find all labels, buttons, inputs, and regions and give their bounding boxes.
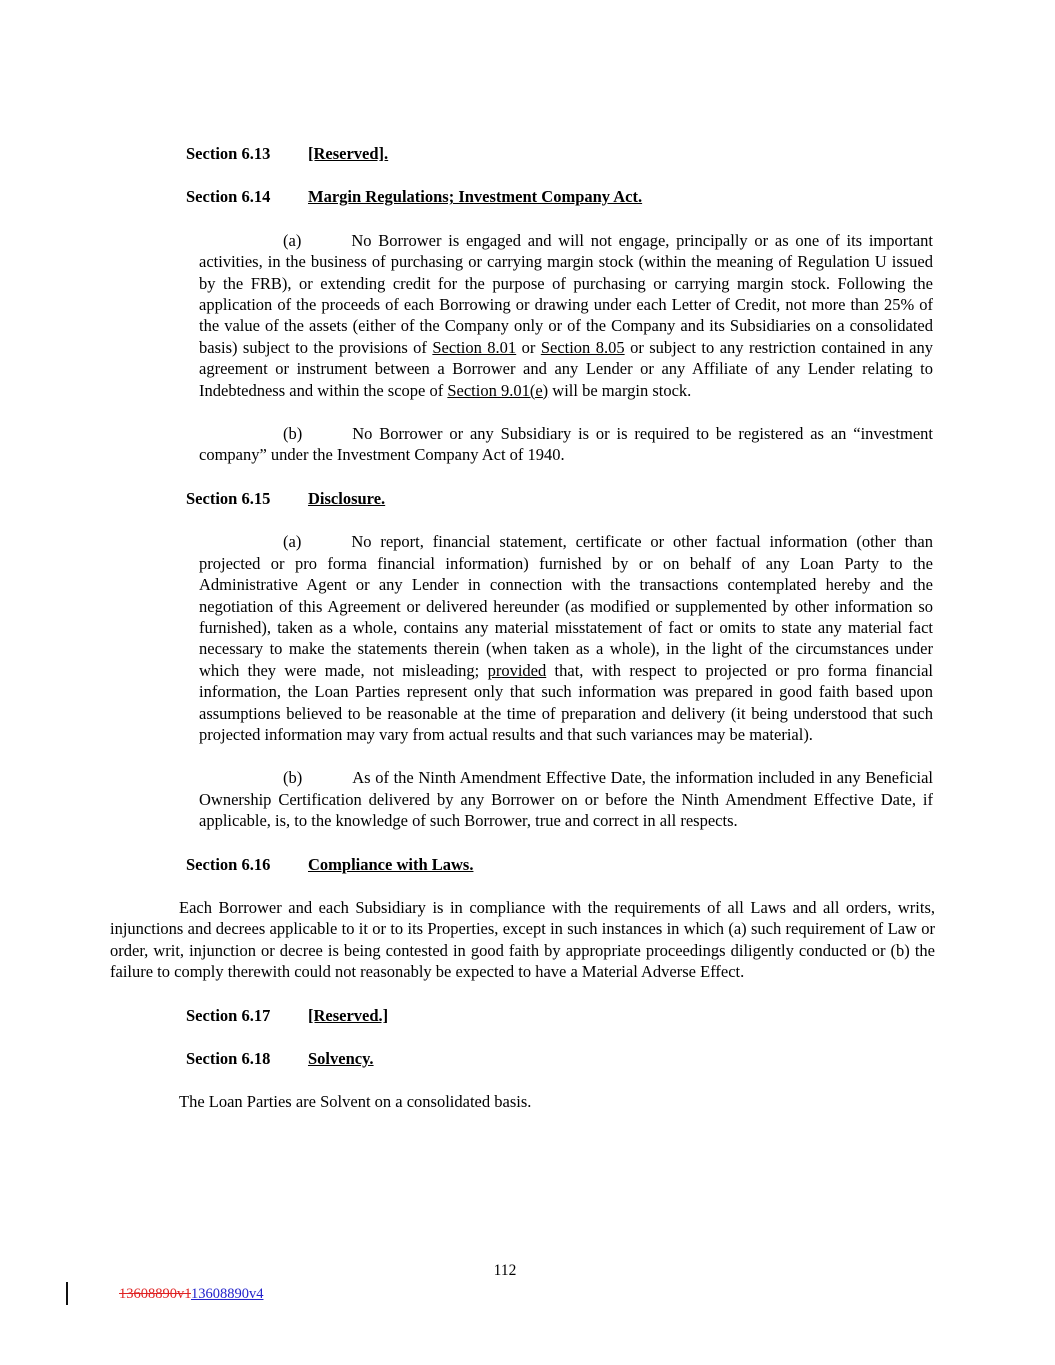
paragraph-6-16: Each Borrower and each Subsidiary is in compliance with the requirements of all Laws and all orders, writs, injunctions and decrees applicable to it or to its Properties, except in such instances in which (a) such requirement of Law or order, writ, injunction or decree is being contested in good faith by appropriate proceedings diligently conducted or (b) the failure to comply therewith could not reasonably be expected to have a Material Adverse Effect.	[110, 897, 935, 982]
section-title: Solvency.	[308, 1049, 374, 1068]
document-id-revision	[119, 1285, 263, 1303]
section-title: Margin Regulations; Investment Company Act.	[308, 187, 643, 207]
paragraph-6-14-a: (a) No Borrower is engaged and will not engage, principally or as one of its important activities, in the business of purchasing or carrying margin stock (within the meaning of Regulation U issued by the FRB), or extending credit for the purpose of purchasing or carrying margin stock. Following the application of the proceeds of each Borrowing or drawing under each Letter of Credit, not more than 25% of the value of the assets (either of the Company only or of the Company and its Subsidiaries on a consolidated basis) subject to the provisions of Section 8.01 or Section 8.05 or subject to any restriction contained in any agreement or instrument between a Borrower and any Lender or any Affiliate of any Lender relating to Indebtedness and within the scope of Section 9.01(e) will be margin stock.	[199, 230, 933, 400]
deleted-doc-id: 13608890v1	[119, 1286, 191, 1302]
section-6-17-heading	[110, 1005, 935, 1026]
section-6-18-heading	[110, 1048, 935, 1069]
section-number: Section 6.18	[186, 1049, 271, 1068]
section-title: Disclosure.	[308, 488, 386, 508]
section-number: Section 6.14	[186, 187, 271, 207]
page-number: 112	[493, 1262, 517, 1279]
section-number: Section 6.15	[186, 488, 271, 508]
paragraph-6-15-a: (a) No report, financial statement, certificate or other factual information (other than projected or pro forma financial information) furnished by or on behalf of any Loan Party to the Administrative Agent or any Lender in connection with the transactions contemplated hereby and the negotiation of this Agreement or delivered hereunder (as modified or supplemented by other information so furnished), taken as a whole, contains any material misstatement of fact or omits to state any material fact necessary to make the statements therein (when taken as a whole), in the light of the circumstances under which they were made, not misleading; provided that, with respect to projected or pro forma financial information, the Loan Parties represent only that such information was prepared in good faith based upon assumptions believed to be reasonable at the time of preparation and delivery (it being understood that such projected information may vary from actual results and that such variances may be material).	[199, 532, 934, 744]
section-6-15-heading	[110, 488, 935, 509]
paragraph-6-15-b: (b) As of the Ninth Amendment Effective Date, the information included in any Beneficial Ownership Certification delivered by any Borrower on or before the Ninth Amendment Effective Date, if applicable, is, to the knowledge of such Borrower, true and correct in all respects.	[199, 768, 933, 831]
section-title: [Reserved].	[308, 144, 389, 163]
document-body	[110, 121, 935, 1135]
section-6-13-heading	[110, 143, 935, 164]
section-6-14-heading	[110, 186, 935, 207]
section-number: Section 6.13	[186, 144, 271, 163]
section-number: Section 6.17	[186, 1005, 271, 1025]
change-bar-mark	[66, 1282, 68, 1305]
section-6-16-heading	[110, 854, 935, 875]
section-title: [Reserved.]	[308, 1005, 389, 1025]
inserted-doc-id: 13608890v4	[190, 1286, 264, 1302]
paragraph-6-14-b: (b) No Borrower or any Subsidiary is or is required to be registered as an “investment company” under the Investment Company Act of 1940.	[199, 424, 933, 465]
paragraph-6-18: The Loan Parties are Solvent on a consolidated basis.	[179, 1092, 532, 1112]
section-number: Section 6.16	[186, 854, 271, 874]
section-title: Compliance with Laws.	[308, 854, 474, 874]
